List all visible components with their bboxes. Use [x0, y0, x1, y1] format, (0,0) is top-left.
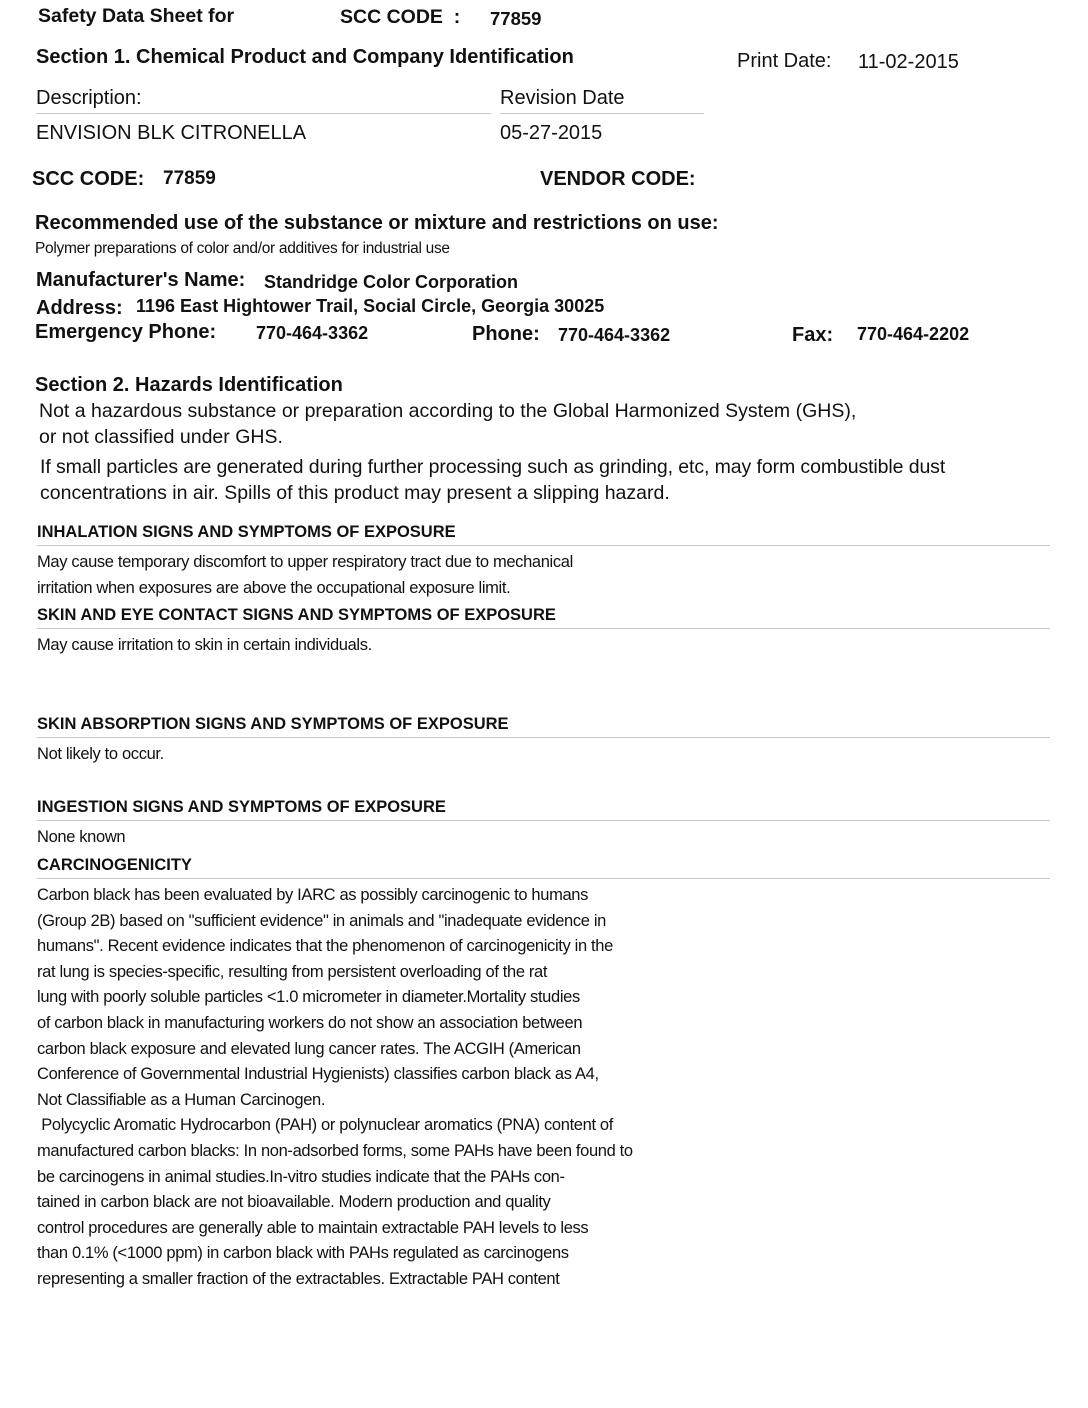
inhalation-line: May cause temporary discomfort to upper respiratory tract due to mechanical: [37, 553, 573, 571]
sheet-title-prefix: Safety Data Sheet for: [38, 5, 235, 27]
phone-value: 770-464-3362: [558, 325, 671, 345]
print-date-label: Print Date:: [737, 50, 832, 72]
print-date-value: 11-02-2015: [858, 51, 959, 73]
carcinogenicity-line: representing a smaller fraction of the extractables. Extractable PAH content: [37, 1270, 560, 1288]
carcinogenicity-line: of carbon black in manufacturing workers do not show an association between: [37, 1014, 583, 1032]
ingestion-title: INGESTION SIGNS AND SYMPTOMS OF EXPOSURE: [37, 798, 446, 816]
section2-title: Section 2. Hazards Identification: [35, 374, 343, 396]
address-label: Address:: [36, 297, 123, 319]
carcinogenicity-line: Carbon black has been evaluated by IARC as possibly carcinogenic to humans: [37, 886, 589, 904]
hazard-line: concentrations in air. Spills of this product may present a slipping hazard.: [40, 482, 670, 504]
description-rule: [36, 113, 491, 114]
carcinogenicity-line: be carcinogens in animal studies.In-vitro studies indicate that the PAHs con-: [37, 1167, 565, 1186]
section1-title: Section 1. Chemical Product and Company Identification: [36, 46, 574, 68]
carcinogenicity-line: Conference of Governmental Industrial Hygienists) classifies carbon black as A4,: [37, 1065, 599, 1084]
hazard-line: or not classified under GHS.: [39, 426, 283, 448]
carcinogenicity-line: Not Classifiable as a Human Carcinogen.: [37, 1090, 326, 1109]
fax-value: 770-464-2202: [857, 324, 970, 344]
recommended-use-title: Recommended use of the substance or mixture and restrictions on use:: [35, 212, 719, 234]
carcinogenicity-line: manufactured carbon blacks: In non-adsorbed forms, some PAHs have been found to: [37, 1142, 633, 1160]
manufacturer-label: Manufacturer's Name:: [36, 269, 246, 291]
hazard-line: If small particles are generated during further processing such as grinding, etc, may form combustible dust: [40, 456, 946, 478]
fax-label: Fax:: [792, 324, 834, 346]
skin-eye-rule: [37, 628, 1050, 629]
hazard-line: Not a hazardous substance or preparation according to the Global Harmonized System (GHS),: [39, 400, 857, 422]
phone-label: Phone:: [472, 323, 540, 345]
skin-absorption-title: SKIN ABSORPTION SIGNS AND SYMPTOMS OF EXPOSURE: [37, 715, 509, 733]
header-scc-value: 77859: [490, 8, 542, 29]
carcinogenicity-line: humans". Recent evidence indicates that the phenomenon of carcinogenicity in the: [37, 937, 613, 956]
carcinogenicity-line: control procedures are generally able to maintain extractable PAH levels to less: [37, 1218, 589, 1237]
carcinogenicity-line: rat lung is species-specific, resulting from persistent overloading of the rat: [37, 962, 548, 981]
skin-eye-title: SKIN AND EYE CONTACT SIGNS AND SYMPTOMS OF EXPOSURE: [37, 606, 556, 624]
recommended-use-text: Polymer preparations of color and/or additives for industrial use: [35, 240, 450, 257]
description-value: ENVISION BLK CITRONELLA: [36, 122, 307, 144]
ingestion-line: None known: [37, 828, 126, 846]
revision-date-value: 05-27-2015: [500, 122, 603, 144]
manufacturer-value: Standridge Color Corporation: [264, 272, 518, 292]
carcinogenicity-rule: [37, 878, 1050, 879]
scc-code-label: SCC CODE:: [32, 168, 145, 190]
carcinogenicity-line: tained in carbon black are not bioavailable. Modern production and quality: [37, 1193, 551, 1212]
carcinogenicity-line: lung with poorly soluble particles <1.0 micrometer in diameter.Mortality studies: [37, 988, 580, 1007]
carcinogenicity-line: (Group 2B) based on "sufficient evidence" in animals and "inadequate evidence in: [37, 911, 606, 930]
header-scc-label: SCC CODE :: [340, 6, 461, 28]
revision-date-label: Revision Date: [500, 87, 625, 109]
vendor-code-label: VENDOR CODE:: [540, 168, 696, 190]
skin-absorption-rule: [37, 737, 1050, 738]
carcinogenicity-line: carbon black exposure and elevated lung cancer rates. The ACGIH (American: [37, 1039, 581, 1058]
scc-code-value: 77859: [163, 168, 216, 189]
emergency-phone-value: 770-464-3362: [256, 323, 369, 343]
ingestion-rule: [37, 820, 1050, 821]
carcinogenicity-title: CARCINOGENICITY: [37, 856, 192, 874]
carcinogenicity-line: Polycyclic Aromatic Hydrocarbon (PAH) or polynuclear aromatics (PNA) content of: [37, 1116, 613, 1135]
inhalation-title: INHALATION SIGNS AND SYMPTOMS OF EXPOSURE: [37, 523, 456, 541]
skin-eye-line: May cause irritation to skin in certain individuals.: [37, 636, 372, 654]
revision-date-rule: [500, 113, 704, 114]
description-label: Description:: [36, 87, 142, 109]
address-value: 1196 East Hightower Trail, Social Circle, Georgia 30025: [136, 296, 605, 316]
emergency-phone-label: Emergency Phone:: [35, 321, 217, 343]
carcinogenicity-line: than 0.1% (<1000 ppm) in carbon black with PAHs regulated as carcinogens: [37, 1244, 569, 1263]
inhalation-line: irritation when exposures are above the occupational exposure limit.: [37, 579, 511, 597]
inhalation-rule: [37, 545, 1050, 546]
skin-absorption-line: Not likely to occur.: [37, 745, 164, 763]
